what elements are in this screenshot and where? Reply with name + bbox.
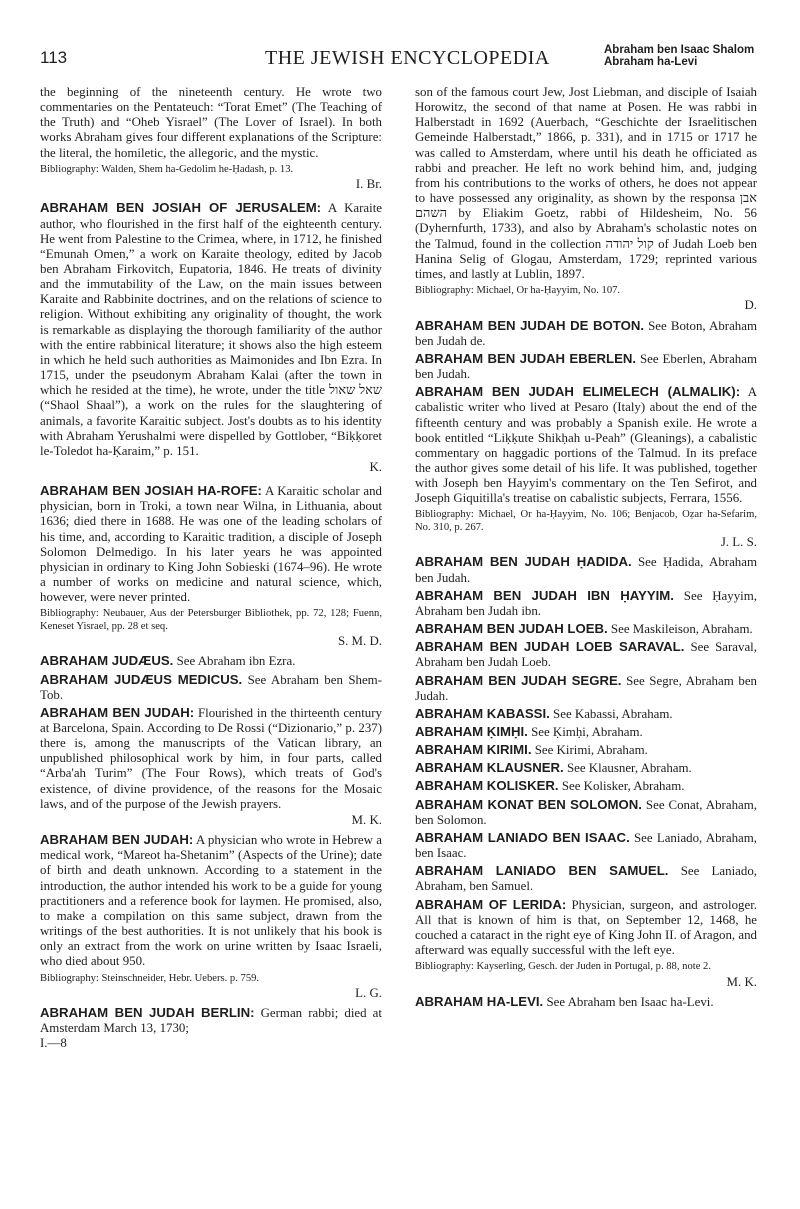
- cross-reference: See Abraham ben Isaac ha-Levi.: [546, 994, 714, 1009]
- right-column: [415, 85, 757, 1010]
- article: [415, 863, 757, 894]
- running-guide-words: [604, 44, 754, 68]
- article-heading: ABRAHAM BEN JUDAH:: [40, 704, 195, 720]
- article-heading: ABRAHAM KOLISKER.: [415, 778, 559, 794]
- author-signature: M. K.: [351, 812, 382, 827]
- article-heading: ABRAHAM BEN JOSIAH OF JERUSALEM:: [40, 200, 322, 216]
- author-signature: K.: [369, 460, 382, 474]
- article: [415, 994, 757, 1010]
- bibliography: Bibliography: Walden, Shem ha-Gedolim he-Ḥadash, p. 13.: [40, 163, 294, 175]
- cross-reference: See Laniado, Abraham, ben Isaac.: [415, 830, 757, 861]
- article: [415, 639, 757, 670]
- running-title: THE JEWISH ENCYCLOPEDIA: [265, 47, 550, 69]
- article-continuation: son of the famous court Jew, Jost Liebman, and disciple of Isaiah Horowitz, the second of that name at Posen. He was rabbi in Halberstadt in 1692 (Auerbach, “Geschichte der Israelitischen Gemeinde Halberstadt,” 1866, p. 331), and in 1715 or 1717 he was called to Amsterdam, where until his death he officiated as rabbi and preacher. He left no work behind him, and, judging from his contributions to the works of others, he does not appear to have possessed any originality, as shown by the responsa אבן השהם by Eliakim Goetz, rabbi of Hildesheim, No. 56 (Dyhernfurth, 1733), and also by Abraham's scholastic notes on the Talmud, found in the collection קול יהודה of Judah Loeb ben Hanina Selig of Glogau, Amsterdam, 1729; reprinted various times, and lastly at Lublin, 1897.: [415, 85, 757, 281]
- article-heading: ABRAHAM BEN JUDAH ELIMELECH (ALMALIK):: [415, 384, 741, 400]
- cross-reference: See Boton, Abraham ben Judah de.: [415, 318, 757, 348]
- article: [415, 830, 757, 861]
- article-heading: ABRAHAM JUDÆUS.: [40, 653, 174, 669]
- article-text: A physician who wrote in Hebrew a medical work, “Mareot ha-Shetanim” (Aspects of the Urine); date of birth and death unknown. According to a statement in the introduction, the author intended his work to be a guide for young practitioners and a reference book for laymen. He promised, also, to make a compilation on this same subject, drawn from the writings of the best authorities. It is not unlikely that his book is only an extract from the work on urine written by Isaac Israeli, who died about 950.: [40, 833, 383, 969]
- article-heading: ABRAHAM BEN JUDAH SEGRE.: [415, 672, 622, 688]
- cross-reference: See Eberlen, Abraham ben Judah.: [415, 351, 757, 382]
- cross-reference: See Laniado, Abraham, ben Samuel.: [415, 864, 757, 894]
- bibliography: Bibliography: Kayserling, Gesch. der Juden in Portugal, p. 88, note 2.: [415, 961, 711, 973]
- article: [415, 673, 757, 704]
- article-text: German rabbi; died at Amsterdam March 13, 1730;: [40, 1006, 382, 1036]
- article-text: A Karaitic scholar and physician, born in Troki, a town near Wilna, in Lithuania, about 1636; died there in 1688. He was one of the leading scholars of his time, and, according to Karaitic tradition, a disciple of Joseph Solomon Delmedigo. In his later years he was appointed physician in ordinary to King John Sobieski (1674–96). He wrote a number of works on medicine and natural science, which, however, were never printed.: [40, 484, 382, 605]
- author-signature: S. M. D.: [337, 634, 382, 649]
- page-number: 113: [40, 48, 68, 67]
- article: [415, 621, 757, 637]
- article: [415, 742, 757, 758]
- article: [415, 384, 757, 506]
- author-signature: I. Br.: [355, 177, 382, 192]
- article: [40, 483, 382, 605]
- article: [40, 653, 382, 669]
- article: [40, 832, 382, 969]
- page-header: [0, 0, 800, 80]
- cross-reference: See Ḥadida, Abraham ben Judah.: [415, 555, 757, 585]
- bibliography: Bibliography: Michael, Or ha-Ḥayyim, No. 106; Benjacob, Oẓar ha-Sefarim, No. 310, p. 267.: [415, 509, 757, 533]
- article-text: A Karaite author, who flourished in the first half of the eighteenth century. He went from Palestine to the Crimea, where, in 1712, he finished “Emunah Omen,” a work on Karaite theology, edited by Jacob ben Abraham Firkovitch, Eupatoria, 1846. He treats of divinity and the immutability of the Law, on the main issues between Karaite and Rabbinite doctrines, and on the relations of science to religion. Without exhibiting any originality of thought, the work is remarkable as displaying the thorough familiarity of the author with the entire rabbinical literature; it shows also the high esteem in which he held such authorities as Maimonides and Ibn Ezra. In 1715, under the pseudonym Abraham Kalai (after the town in which he resided at the time), he wrote, under the title שאל שאול (“Shaol Shaal”), a work on the rules for the slaughtering of animals, a favorite Karaitic subject. Jost's doubts as to his identity with Abraham Yerushalmi were dispelled by Gottlober, “Biḳḳoret le-Toledot ha-Ḳaraim,” p. 151.: [40, 201, 382, 458]
- author-signature: J. L. S.: [720, 535, 757, 550]
- cross-reference: See Saraval, Abraham ben Judah Loeb.: [415, 640, 757, 670]
- intro-continuation: the beginning of the nineteenth century. He wrote two commentaries on the Pentateuch: “Torat Emet” (The Teaching of the Truth) and “Oheb Yisrael” (The Lover of Israel). In both works Abraham gives four different explanations of the Scripture: the literal, the homiletic, the allegoric, and the mystic.: [40, 85, 382, 160]
- article-heading: ABRAHAM BEN JUDAH ḤADIDA.: [415, 554, 632, 570]
- article: [40, 672, 382, 703]
- article-heading: ABRAHAM JUDÆUS MEDICUS.: [40, 671, 243, 687]
- cross-reference: See Abraham ben Shem-Tob.: [40, 672, 382, 702]
- article-heading: ABRAHAM LANIADO BEN SAMUEL.: [415, 863, 669, 879]
- cross-reference: See Abraham ibn Ezra.: [176, 654, 296, 669]
- guide-word-first: Abraham ben Isaac Shalom: [604, 44, 755, 56]
- article: [40, 200, 382, 459]
- article: [415, 760, 757, 776]
- cross-reference: See Ḥayyim, Abraham ben Judah ibn.: [415, 588, 757, 618]
- article-heading: ABRAHAM KABASSI.: [415, 705, 550, 721]
- cross-reference: See Segre, Abraham ben Judah.: [415, 673, 757, 703]
- cross-reference: See Klausner, Abraham.: [566, 761, 692, 776]
- bibliography: Bibliography: Steinschneider, Hebr. Uebers. p. 759.: [40, 972, 260, 984]
- cross-reference: See Conat, Abraham, ben Solomon.: [415, 797, 757, 827]
- article-heading: ABRAHAM HA-LEVI.: [415, 993, 544, 1009]
- author-signature: D.: [744, 298, 757, 313]
- article-heading: ABRAHAM OF LERIDA:: [415, 896, 567, 912]
- article-heading: ABRAHAM BEN JUDAH DE BOTON.: [415, 317, 645, 333]
- cross-reference: See Kirimi, Abraham.: [534, 743, 648, 758]
- article: [415, 797, 757, 828]
- article-heading: ABRAHAM KIRIMI.: [415, 742, 532, 758]
- article-text: Physician, surgeon, and astrologer. All that is known of him is that, on September 12, 1468, he couched a cataract in the right eye of King John II. of Aragon, and afterward was equally successful with the left eye.: [415, 897, 757, 958]
- article-heading: ABRAHAM BEN JUDAH LOEB.: [415, 621, 608, 637]
- cross-reference: See Maskileison, Abraham.: [610, 622, 753, 637]
- article-heading: ABRAHAM ḲIMḤI.: [415, 724, 528, 739]
- article: [40, 705, 382, 812]
- article: [415, 318, 757, 349]
- cross-reference: See Kolisker, Abraham.: [561, 779, 685, 794]
- article: [415, 588, 757, 619]
- article-heading: ABRAHAM BEN JUDAH BERLIN:: [40, 1005, 255, 1021]
- article-heading: ABRAHAM KLAUSNER.: [415, 760, 564, 776]
- article-heading: ABRAHAM KONAT BEN SOLOMON.: [415, 796, 642, 812]
- author-signature: L. G.: [355, 985, 382, 1000]
- article-heading: ABRAHAM BEN JUDAH LOEB SARAVAL.: [415, 639, 685, 655]
- article-text: Flourished in the thirteenth century at Barcelona, Spain. According to De Rossi (“Dizionario,” p. 237) there is, among the manuscripts of the Vatican library, an unpublished philosophical work by him, in four parts, called “Arba'ah Turim” (The Four Rows), which treats of God's existence, of divine providence, of the reasons for the Mosaic laws, and of the purpose of the Jewish prayers.: [40, 705, 382, 811]
- article: [40, 1005, 382, 1036]
- cross-reference: See Kabassi, Abraham.: [553, 706, 673, 721]
- article-heading: ABRAHAM LANIADO BEN ISAAC.: [415, 829, 630, 845]
- article-heading: ABRAHAM BEN JOSIAH HA-ROFE:: [40, 483, 262, 499]
- article: [415, 351, 757, 382]
- author-signature: M. K.: [726, 974, 757, 989]
- signature-mark: I.—8: [40, 1036, 67, 1051]
- guide-word-last: Abraham ha-Levi: [604, 56, 698, 68]
- left-column: [40, 85, 382, 1052]
- article-heading: ABRAHAM BEN JUDAH:: [40, 832, 194, 848]
- article-text: A cabalistic writer who lived at Pesaro (Italy) about the end of the fifteenth century and was probably a Spanish exile. He wrote a book entitled “Liḳḳute Shikḥah u-Peah” (Gleanings), a cabalistic commentary on haggadic portions of the Talmud. In its preface the author gives some detail of his life. It was published, together with Joseph ben Hayyim's commentary on the Ten Sefirot, and Joseph Giquitilla's treatise on cabalistic subjects, Ferrara, 1556.: [415, 385, 757, 506]
- article: [415, 897, 757, 959]
- bibliography: Bibliography: Michael, Or ha-Ḥayyim, No. 107.: [415, 285, 621, 297]
- bibliography: Bibliography: Neubauer, Aus der Petersburger Bibliothek, pp. 72, 128; Fuenn, Keneset Yisrael, pp. 28 et seq.: [40, 608, 382, 632]
- article: [415, 706, 757, 722]
- cross-reference: See Ḳimḥi, Abraham.: [531, 725, 643, 739]
- article: [415, 554, 757, 585]
- article-heading: ABRAHAM BEN JUDAH IBN ḤAYYIM.: [415, 587, 674, 603]
- article: [415, 724, 757, 740]
- article-heading: ABRAHAM BEN JUDAH EBERLEN.: [415, 350, 637, 366]
- article: [415, 778, 757, 794]
